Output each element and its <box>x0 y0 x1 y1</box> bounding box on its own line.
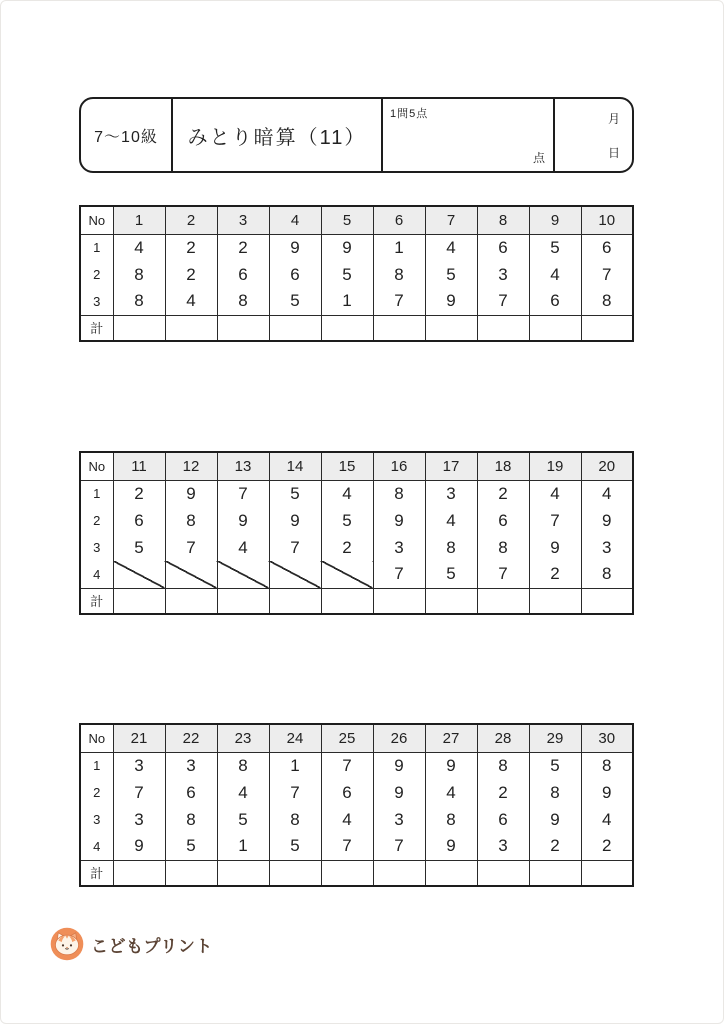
total-answer-cell <box>477 860 529 886</box>
row-label: 2 <box>93 785 101 800</box>
value-cell: 9 <box>425 833 477 860</box>
problem-number-header: 20 <box>581 452 633 480</box>
value-cell: 4 <box>529 261 581 288</box>
problem-number-header: 18 <box>477 452 529 480</box>
value-cell: 7 <box>373 833 425 860</box>
no-column-header: No <box>80 452 113 480</box>
value-cell: 2 <box>529 833 581 860</box>
problem-number-header: 23 <box>217 724 269 752</box>
value-cell: 6 <box>477 234 529 261</box>
problem-number-header: 17 <box>425 452 477 480</box>
drill-table-21-30 <box>79 723 634 887</box>
worksheet-header <box>79 97 634 173</box>
total-answer-cell <box>581 315 633 341</box>
value-cell: 5 <box>269 833 321 860</box>
value-cell: 8 <box>581 561 633 588</box>
slashed-empty-cell <box>321 561 373 588</box>
value-cell: 9 <box>373 507 425 534</box>
date-box <box>555 99 632 171</box>
value-cell: 2 <box>477 480 529 507</box>
value-cell: 4 <box>165 288 217 315</box>
total-answer-cell <box>269 315 321 341</box>
value-cell: 4 <box>321 480 373 507</box>
total-label: 計 <box>80 315 113 341</box>
value-cell: 9 <box>425 288 477 315</box>
row-label: 3 <box>93 540 101 555</box>
value-cell: 9 <box>529 534 581 561</box>
value-cell: 1 <box>217 833 269 860</box>
value-cell: 8 <box>581 288 633 315</box>
value-cell: 3 <box>477 833 529 860</box>
day-label: 日 <box>607 146 620 160</box>
value-cell: 8 <box>477 752 529 779</box>
value-cell: 8 <box>113 261 165 288</box>
value-cell: 6 <box>581 234 633 261</box>
problem-number-header: 24 <box>269 724 321 752</box>
value-cell: 7 <box>217 480 269 507</box>
value-cell: 8 <box>373 480 425 507</box>
total-answer-cell <box>113 315 165 341</box>
value-cell: 6 <box>269 261 321 288</box>
problem-number-header: 11 <box>113 452 165 480</box>
table-total-row <box>80 860 633 886</box>
grade-label: 7〜10級 <box>81 99 173 171</box>
cat-mascot-icon <box>50 927 84 961</box>
number-table <box>79 723 634 887</box>
problem-number-header: 29 <box>529 724 581 752</box>
value-cell: 3 <box>373 534 425 561</box>
value-cell: 2 <box>165 261 217 288</box>
value-cell: 5 <box>425 561 477 588</box>
value-cell: 4 <box>321 806 373 833</box>
problem-number-header: 12 <box>165 452 217 480</box>
value-cell: 1 <box>373 234 425 261</box>
value-cell: 8 <box>425 806 477 833</box>
total-answer-cell <box>477 315 529 341</box>
value-cell: 7 <box>581 261 633 288</box>
total-answer-cell <box>321 860 373 886</box>
value-cell: 9 <box>373 779 425 806</box>
value-cell: 7 <box>269 534 321 561</box>
total-answer-cell <box>581 588 633 614</box>
worksheet-title: みとり暗算（11） <box>173 99 383 171</box>
value-cell: 8 <box>425 534 477 561</box>
slashed-empty-cell <box>269 561 321 588</box>
value-cell: 4 <box>425 507 477 534</box>
problem-number-header: 1 <box>113 206 165 234</box>
problem-number-header: 3 <box>217 206 269 234</box>
value-cell: 5 <box>321 507 373 534</box>
table-header-row <box>80 724 633 752</box>
table-data-row <box>80 480 633 507</box>
row-label: 4 <box>93 566 101 582</box>
problem-number-header: 27 <box>425 724 477 752</box>
row-label: 2 <box>93 267 101 282</box>
value-cell: 4 <box>581 480 633 507</box>
total-label: 計 <box>80 860 113 886</box>
total-answer-cell <box>113 588 165 614</box>
total-answer-cell <box>165 588 217 614</box>
problem-number-header: 10 <box>581 206 633 234</box>
slashed-empty-cell <box>217 561 269 588</box>
problem-number-header: 19 <box>529 452 581 480</box>
value-cell: 9 <box>165 480 217 507</box>
value-cell: 3 <box>165 752 217 779</box>
table-header-row <box>80 206 633 234</box>
value-cell: 9 <box>529 806 581 833</box>
total-answer-cell <box>529 588 581 614</box>
value-cell: 6 <box>477 806 529 833</box>
value-cell: 5 <box>113 534 165 561</box>
total-answer-cell <box>165 315 217 341</box>
value-cell: 3 <box>113 752 165 779</box>
value-cell: 8 <box>165 806 217 833</box>
total-answer-cell <box>529 860 581 886</box>
total-answer-cell <box>113 860 165 886</box>
table-data-row <box>80 806 633 833</box>
total-answer-cell <box>477 588 529 614</box>
value-cell: 9 <box>217 507 269 534</box>
total-answer-cell <box>165 860 217 886</box>
table-header-row <box>80 452 633 480</box>
total-answer-cell <box>425 315 477 341</box>
table-data-row <box>80 288 633 315</box>
value-cell: 7 <box>269 779 321 806</box>
value-cell: 3 <box>113 806 165 833</box>
total-answer-cell <box>373 588 425 614</box>
value-cell: 4 <box>217 779 269 806</box>
total-answer-cell <box>373 860 425 886</box>
value-cell: 4 <box>581 806 633 833</box>
value-cell: 7 <box>321 833 373 860</box>
value-cell: 8 <box>529 779 581 806</box>
value-cell: 2 <box>165 234 217 261</box>
value-cell: 5 <box>321 261 373 288</box>
value-cell: 9 <box>321 234 373 261</box>
number-table <box>79 205 634 342</box>
problem-number-header: 2 <box>165 206 217 234</box>
value-cell: 2 <box>113 480 165 507</box>
value-cell: 6 <box>165 779 217 806</box>
value-cell: 7 <box>113 779 165 806</box>
value-cell: 2 <box>529 561 581 588</box>
problem-number-header: 15 <box>321 452 373 480</box>
value-cell: 8 <box>165 507 217 534</box>
points-per-question-note: 1問5点 <box>390 108 429 120</box>
problem-number-header: 30 <box>581 724 633 752</box>
total-answer-cell <box>529 315 581 341</box>
value-cell: 2 <box>477 779 529 806</box>
value-cell: 5 <box>269 480 321 507</box>
value-cell: 9 <box>581 779 633 806</box>
table-data-row <box>80 234 633 261</box>
table-data-row <box>80 779 633 806</box>
slashed-empty-cell <box>113 561 165 588</box>
problem-number-header: 13 <box>217 452 269 480</box>
value-cell: 7 <box>529 507 581 534</box>
value-cell: 5 <box>529 234 581 261</box>
no-column-header: No <box>80 206 113 234</box>
value-cell: 3 <box>477 261 529 288</box>
problem-number-header: 26 <box>373 724 425 752</box>
value-cell: 7 <box>373 288 425 315</box>
value-cell: 6 <box>321 779 373 806</box>
drill-table-1-10 <box>79 205 634 342</box>
total-answer-cell <box>581 860 633 886</box>
value-cell: 9 <box>425 752 477 779</box>
problem-number-header: 4 <box>269 206 321 234</box>
value-cell: 7 <box>165 534 217 561</box>
row-label: 1 <box>93 758 101 774</box>
table-data-row <box>80 752 633 779</box>
drill-table-11-20 <box>79 451 634 615</box>
problem-number-header: 9 <box>529 206 581 234</box>
total-answer-cell <box>425 860 477 886</box>
problem-number-header: 6 <box>373 206 425 234</box>
total-answer-cell <box>217 860 269 886</box>
value-cell: 2 <box>321 534 373 561</box>
value-cell: 2 <box>217 234 269 261</box>
total-answer-cell <box>321 588 373 614</box>
total-answer-cell <box>373 315 425 341</box>
value-cell: 6 <box>113 507 165 534</box>
month-label: 月 <box>607 112 620 126</box>
value-cell: 8 <box>217 752 269 779</box>
value-cell: 9 <box>269 507 321 534</box>
value-cell: 7 <box>477 561 529 588</box>
value-cell: 8 <box>113 288 165 315</box>
value-cell: 8 <box>373 261 425 288</box>
value-cell: 8 <box>217 288 269 315</box>
value-cell: 2 <box>581 833 633 860</box>
value-cell: 4 <box>113 234 165 261</box>
number-table <box>79 451 634 615</box>
problem-number-header: 16 <box>373 452 425 480</box>
value-cell: 3 <box>373 806 425 833</box>
value-cell: 5 <box>217 806 269 833</box>
value-cell: 8 <box>581 752 633 779</box>
no-column-header: No <box>80 724 113 752</box>
table-total-row <box>80 315 633 341</box>
problem-number-header: 5 <box>321 206 373 234</box>
problem-number-header: 22 <box>165 724 217 752</box>
value-cell: 8 <box>477 534 529 561</box>
row-label: 3 <box>93 293 101 309</box>
value-cell: 4 <box>529 480 581 507</box>
value-cell: 9 <box>113 833 165 860</box>
value-cell: 5 <box>529 752 581 779</box>
row-label: 1 <box>93 486 101 502</box>
table-data-row <box>80 261 633 288</box>
total-label: 計 <box>80 588 113 614</box>
row-label: 4 <box>93 838 101 854</box>
problem-number-header: 25 <box>321 724 373 752</box>
site-logo <box>50 927 213 961</box>
value-cell: 1 <box>321 288 373 315</box>
value-cell: 9 <box>373 752 425 779</box>
value-cell: 6 <box>529 288 581 315</box>
problem-number-header: 7 <box>425 206 477 234</box>
row-label: 3 <box>93 812 101 827</box>
total-answer-cell <box>269 588 321 614</box>
slashed-empty-cell <box>165 561 217 588</box>
value-cell: 4 <box>217 534 269 561</box>
row-label: 1 <box>93 240 101 256</box>
logo-text: こどもプリント <box>91 936 213 956</box>
problem-number-header: 28 <box>477 724 529 752</box>
value-cell: 3 <box>425 480 477 507</box>
value-cell: 3 <box>581 534 633 561</box>
value-cell: 8 <box>269 806 321 833</box>
value-cell: 4 <box>425 234 477 261</box>
value-cell: 7 <box>373 561 425 588</box>
value-cell: 9 <box>269 234 321 261</box>
total-answer-cell <box>217 315 269 341</box>
value-cell: 4 <box>425 779 477 806</box>
value-cell: 7 <box>321 752 373 779</box>
table-data-row <box>80 833 633 860</box>
value-cell: 5 <box>165 833 217 860</box>
row-label: 2 <box>93 513 101 528</box>
total-answer-cell <box>321 315 373 341</box>
total-answer-cell <box>425 588 477 614</box>
score-unit-label: 点 <box>532 151 545 165</box>
score-box <box>383 99 555 171</box>
value-cell: 5 <box>425 261 477 288</box>
problem-number-header: 14 <box>269 452 321 480</box>
value-cell: 6 <box>477 507 529 534</box>
value-cell: 1 <box>269 752 321 779</box>
value-cell: 6 <box>217 261 269 288</box>
table-data-row <box>80 561 633 588</box>
value-cell: 7 <box>477 288 529 315</box>
table-total-row <box>80 588 633 614</box>
value-cell: 5 <box>269 288 321 315</box>
table-data-row <box>80 534 633 561</box>
value-cell: 9 <box>581 507 633 534</box>
problem-number-header: 21 <box>113 724 165 752</box>
table-data-row <box>80 507 633 534</box>
total-answer-cell <box>269 860 321 886</box>
total-answer-cell <box>217 588 269 614</box>
problem-number-header: 8 <box>477 206 529 234</box>
